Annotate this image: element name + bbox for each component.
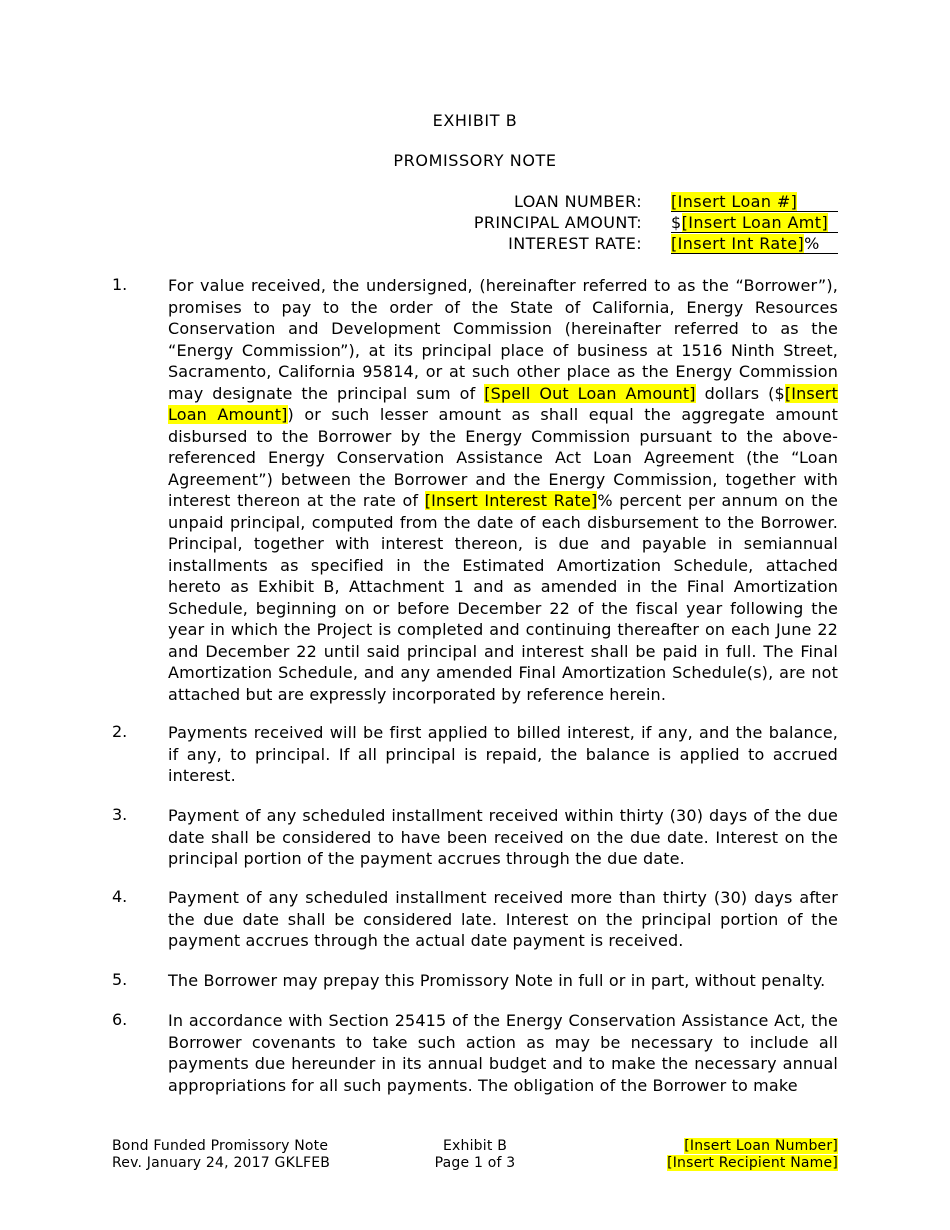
footer-page-number: Page 1 of 3 — [434, 1155, 516, 1171]
footer-recipient-placeholder: [Insert Recipient Name] — [667, 1155, 838, 1171]
footer-right — [667, 1138, 838, 1172]
clause-number: 3. — [112, 805, 128, 824]
clause-number: 6. — [112, 1010, 128, 1029]
loan-amount-placeholder: [Insert Loan Amount] — [168, 383, 838, 424]
exhibit-heading: EXHIBIT B — [432, 111, 518, 130]
loan-number-label: LOAN NUMBER: — [513, 192, 642, 211]
principal-amount-placeholder: [Insert Loan Amt] — [681, 213, 829, 232]
principal-amount-value: $[Insert Loan Amt] — [671, 213, 838, 233]
clause-text: In accordance with Section 25415 of the Energy Conservation Assistance Act, the Borrower covenants to take such action as may be necessary to include all payments due hereunder in its annual budget and to make the necessary annual appropriations for all such payments. The obligation of the Borrower to make — [168, 1011, 838, 1095]
interest-rate-placeholder: [Insert Int Rate] — [671, 234, 805, 253]
clause-text: Payment of any scheduled installment received more than thirty (30) days after the due date shall be considered late. Interest on the principal portion of the payment accrues through the actual date payment is received. — [168, 888, 838, 950]
loan-number-value — [671, 192, 838, 212]
principal-amount-label: PRINCIPAL AMOUNT: — [473, 213, 642, 232]
clause-5 — [112, 970, 840, 992]
footer-exhibit: Exhibit B — [442, 1138, 507, 1154]
clause-1 — [112, 275, 840, 705]
clause-text: Payments received will be first applied to billed interest, if any, and the balance, if any, to principal. If all principal is repaid, the balance is applied to accrued interest. — [168, 723, 838, 785]
clause-4 — [112, 887, 840, 952]
loan-number-row — [300, 192, 840, 213]
footer-doc-name: Bond Funded Promissory Note — [112, 1138, 329, 1154]
spell-out-amount-placeholder: [Spell Out Loan Amount] — [484, 383, 696, 403]
loan-number-placeholder: [Insert Loan #] — [671, 192, 798, 211]
clause-number: 2. — [112, 722, 128, 741]
clause-6 — [112, 1010, 840, 1096]
principal-amount-row — [300, 213, 840, 234]
document-title: PROMISSORY NOTE — [393, 151, 557, 170]
clause-number: 5. — [112, 970, 128, 989]
interest-rate-row — [300, 234, 840, 255]
interest-rate-inline-placeholder: [Insert Interest Rate] — [424, 491, 598, 510]
interest-rate-value: [Insert Int Rate]% — [671, 234, 838, 254]
clause-text: The Borrower may prepay this Promissory Note in full or in part, without penalty. — [168, 971, 826, 990]
footer-revision: Rev. January 24, 2017 GKLFEB — [112, 1155, 331, 1171]
clause-2 — [112, 722, 840, 787]
clause-text: For value received, the undersigned, (hereinafter referred to as the “Borrower”), promises to pay to the order of the State of California, Energy Resources Conservation and Development Commission (hereinafter referred to as the “Energy Commission”), at its principal place of business at 1516 Ninth Street, Sacramento, California 95814, or at such other place as the Energy Commission may designate the principal sum of [Spell Out Loan Amount] dollars ($[Insert Loan Amount]) or such lesser amount as shall equal the aggregate amount disbursed to the Borrower by the Energy Commission pursuant to the above-referenced Energy Conservation Assistance Act Loan Agreement (the “Loan Agreement”) between the Borrower and the Energy Commission, together with interest thereon at the rate of [Insert Interest Rate]% percent per annum on the unpaid principal, computed from the date of each disbursement to the Borrower. Principal, together with interest thereon, is due and payable in semiannual installments as specified in the Estimated Amortization Schedule, attached hereto as Exhibit B, Attachment 1 and as amended in the Final Amortization Schedule, beginning on or before December 22 of the fiscal year following the year in which the Project is completed and continuing thereafter on each June 22 and December 22 until said principal and interest shall be paid in full. The Final Amortization Schedule, and any amended Final Amortization Schedule(s), are not attached but are expressly incorporated by reference herein. — [168, 276, 839, 704]
clause-text: Payment of any scheduled installment received within thirty (30) days of the due date shall be considered to have been received on the due date. Interest on the principal portion of the payment accrues through the due date. — [168, 806, 838, 868]
interest-rate-label: INTEREST RATE: — [508, 234, 642, 253]
clause-number: 4. — [112, 887, 128, 906]
clause-3 — [112, 805, 840, 870]
footer-loan-number-placeholder: [Insert Loan Number] — [684, 1138, 838, 1154]
clause-number: 1. — [112, 275, 128, 294]
